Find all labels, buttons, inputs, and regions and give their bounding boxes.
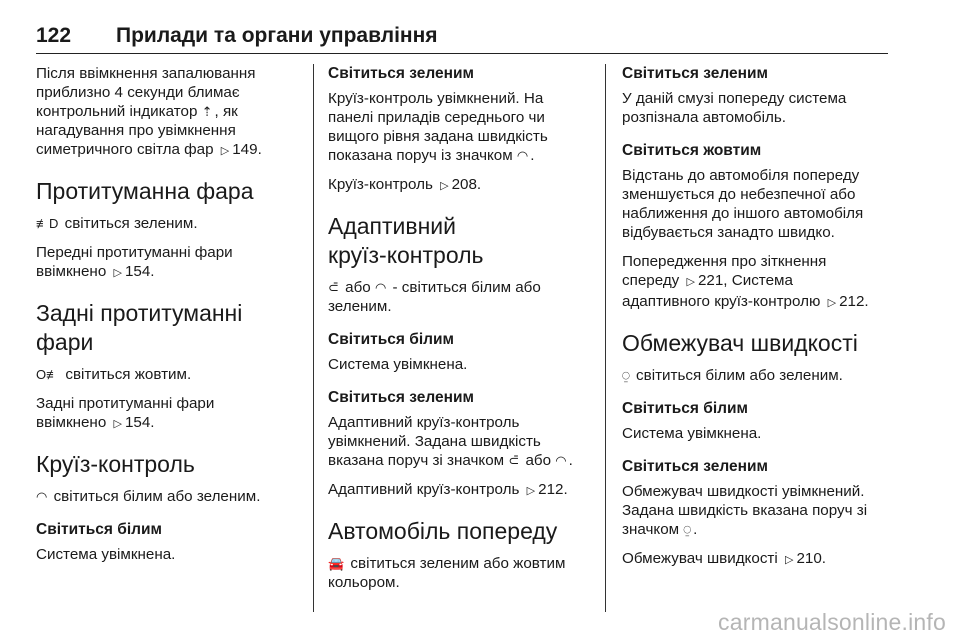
section-heading: Круїз-контроль bbox=[36, 451, 195, 477]
sub-heading: Світиться жовтим bbox=[622, 142, 762, 159]
sub-heading: Світиться білим bbox=[36, 521, 162, 538]
acc-icon: ⊂̄ bbox=[508, 453, 520, 468]
limiter-ref: Обмежувач швидкості ▷ 210. bbox=[622, 549, 902, 570]
section-heading: Автомобіль попереду bbox=[328, 518, 558, 544]
column-divider bbox=[605, 64, 606, 612]
section-heading: Адаптивний круїз-контроль bbox=[328, 213, 484, 268]
rear-fog-text: O≢ світиться жовтим. bbox=[36, 366, 192, 383]
intro-paragraph: Після ввімкнення запалювання приблизно 4 секунди блимає контрольний індикатор ⇡ , як нагадування про увімкнення симетричного світла фар ▷ 149. bbox=[36, 64, 306, 161]
cruise-white-text: Система увімкнена. bbox=[36, 546, 176, 563]
front-fog-text: ≢D світиться зеленим. bbox=[36, 215, 198, 232]
reference-arrow-icon: ▷ bbox=[113, 418, 122, 430]
collision-warning-ref: Попередження про зіткнення спереду ▷ 221, Система адаптивного круїз-контролю ▷ 212. bbox=[622, 252, 902, 313]
limiter-white-text: Система увімкнена. bbox=[622, 425, 762, 442]
reference-arrow-icon: ▷ bbox=[440, 180, 449, 192]
section-heading: Обмежувач швидкості bbox=[622, 330, 858, 356]
front-fog-desc: Передні протитуманні фари ввімкнено ▷ 154. bbox=[36, 243, 306, 283]
reference-arrow-icon: ▷ bbox=[526, 485, 536, 497]
column-2 bbox=[328, 64, 598, 612]
sub-heading: Світиться зеленим bbox=[622, 65, 768, 82]
watermark: carmanualsonline.info bbox=[718, 609, 946, 635]
vehicle-yellow-text: Відстань до автомобіля попереду зменшується до небезпечної або наближення до іншого автомобіля відбувається занадто швидко. bbox=[622, 167, 864, 241]
vehicle-ahead-text: 🚘 світиться зеленим або жовтим кольором. bbox=[328, 555, 566, 591]
speed-limiter-icon: ⍜ bbox=[622, 368, 630, 383]
sub-heading: Світиться зеленим bbox=[622, 458, 768, 475]
acc-ref: Адаптивний круїз-контроль ▷ 212. bbox=[328, 480, 598, 501]
cruise-text: ◠ світиться білим або зеленим. bbox=[36, 488, 261, 505]
reference-arrow-icon: ▷ bbox=[220, 145, 230, 157]
rear-fog-desc: Задні протитуманні фари ввімкнено ▷ 154. bbox=[36, 394, 306, 434]
sub-heading: Світиться зеленим bbox=[328, 65, 474, 82]
acc-white-text: Система увімкнена. bbox=[328, 356, 468, 373]
sub-heading: Світиться білим bbox=[622, 400, 748, 417]
cruise-green-text: Круїз-контроль увімкнений. На панелі приладів середнього чи вищого рівня задана швидкість показана поруч із значком ◠ . bbox=[328, 90, 548, 164]
reference-arrow-icon: ▷ bbox=[686, 276, 695, 288]
column-1 bbox=[36, 64, 306, 612]
section-heading: Задні протитуманні фари bbox=[36, 300, 243, 355]
limiter-text: ⍜ світиться білим або зеленим. bbox=[622, 367, 843, 384]
column-divider bbox=[313, 64, 314, 612]
page-header bbox=[36, 24, 888, 54]
headlamp-symmetric-icon: ⇡ bbox=[201, 104, 213, 119]
vehicle-ahead-icon: 🚘 bbox=[328, 556, 345, 571]
vehicle-green-text: У даній смузі попереду система розпізнала автомобіль. bbox=[622, 90, 847, 126]
limiter-green-text: Обмежувач швидкості увімкнений. Задана швидкість вказана поруч зі значком ⍜ . bbox=[622, 483, 868, 538]
section-heading: Протитуманна фара bbox=[36, 178, 254, 204]
speed-limiter-icon: ⍜ bbox=[683, 522, 692, 537]
page-title: Прилади та органи управління bbox=[116, 24, 438, 47]
acc-icon: ⊂̄ bbox=[328, 280, 339, 295]
sub-heading: Світиться зеленим bbox=[328, 389, 474, 406]
page-number: 122 bbox=[36, 24, 72, 47]
cruise-control-icon: ◠ bbox=[36, 489, 48, 504]
cruise-ref: Круїз-контроль ▷ 208. bbox=[328, 175, 598, 196]
acc-green-text: Адаптивний круїз-контроль увімкнений. Задана швидкість вказана поруч зі значком ⊂̄ або ◠ . bbox=[328, 414, 573, 469]
cruise-control-icon: ◠ bbox=[374, 280, 387, 295]
reference-arrow-icon: ▷ bbox=[113, 267, 122, 279]
cruise-control-icon: ◠ bbox=[516, 148, 529, 163]
acc-text: ⊂̄ або ◠ - світиться білим або зеленим. bbox=[328, 279, 541, 315]
sub-heading: Світиться білим bbox=[328, 331, 454, 348]
reference-arrow-icon: ▷ bbox=[827, 297, 837, 309]
reference-arrow-icon: ▷ bbox=[784, 554, 794, 566]
cruise-control-icon: ◠ bbox=[555, 453, 567, 468]
column-3 bbox=[622, 64, 902, 612]
rear-fog-icon: O≢ bbox=[36, 367, 60, 382]
front-fog-icon: ≢D bbox=[36, 216, 59, 231]
